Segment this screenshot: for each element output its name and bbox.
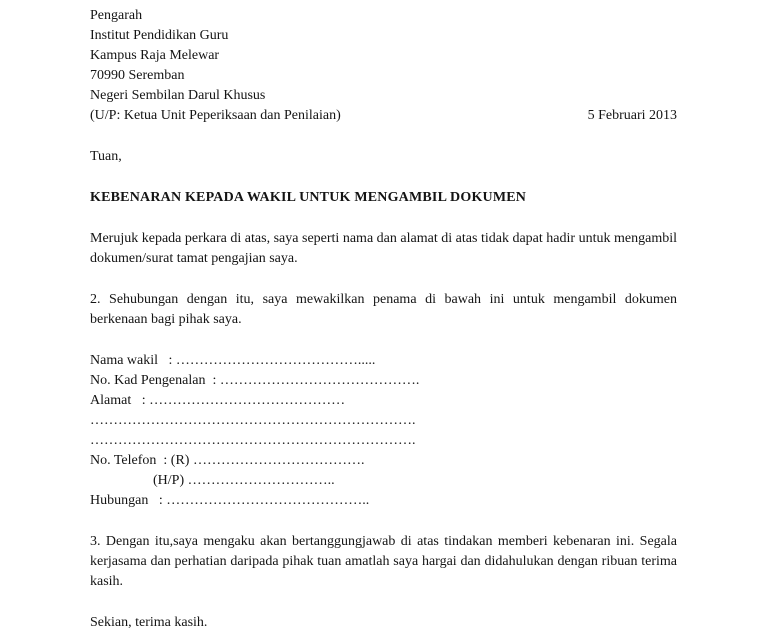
recipient-line: 70990 Seremban <box>90 68 185 83</box>
form-line-nama-wakil: Nama wakil : …………………………………..... <box>90 353 376 368</box>
form-line-alamat-cont-2: ……………………………………………………………. <box>90 433 416 448</box>
subject-line: KEBENARAN KEPADA WAKIL UNTUK MENGAMBIL DOKUMEN <box>90 190 527 205</box>
recipient-line: Kampus Raja Melewar <box>90 48 220 63</box>
form-line-alamat: Alamat : …………………………………… <box>90 393 346 408</box>
paragraph-2: 2. Sehubungan dengan itu, saya mewakilkan penama di bawah ini untuk mengambil dokumen berkenaan bagi pihak saya. <box>90 292 677 327</box>
recipient-line: Negeri Sembilan Darul Khusus <box>90 88 266 103</box>
form-line-telefon-r: No. Telefon : (R) ………………………………. <box>90 453 365 468</box>
attention-date-row <box>90 106 677 126</box>
paragraph-1: Merujuk kepada perkara di atas, saya seperti nama dan alamat di atas tidak dapat hadir untuk mengambil dokumen/surat tamat pengajian saya. <box>90 231 677 266</box>
recipient-line: Institut Pendidikan Guru <box>90 28 229 43</box>
form-line-alamat-cont-1: ……………………………………………………………. <box>90 413 416 428</box>
recipient-line: Pengarah <box>90 8 143 23</box>
letter-date: 5 Februari 2013 <box>587 108 677 123</box>
form-line-kad-pengenalan: No. Kad Pengenalan : ……………………………………. <box>90 373 420 388</box>
recipient-address-block <box>90 6 677 126</box>
form-line-hubungan: Hubungan : …………………………………….. <box>90 493 370 508</box>
paragraph-3: 3. Dengan itu,saya mengaku akan bertanggungjawab di atas tindakan memberi kebenaran ini. Segala kerjasama dan perhatian daripada pihak tuan amatlah saya hargai dan didahulukan dengan ribuan terima kasih. <box>90 534 677 589</box>
form-line-telefon-hp: (H/P) ………………………….. <box>90 473 335 488</box>
closing-line: Sekian, terima kasih. <box>90 615 208 630</box>
attention-line: (U/P: Ketua Unit Peperiksaan dan Penilaian) <box>90 108 341 123</box>
salutation: Tuan, <box>90 149 122 164</box>
representative-form <box>90 351 677 511</box>
